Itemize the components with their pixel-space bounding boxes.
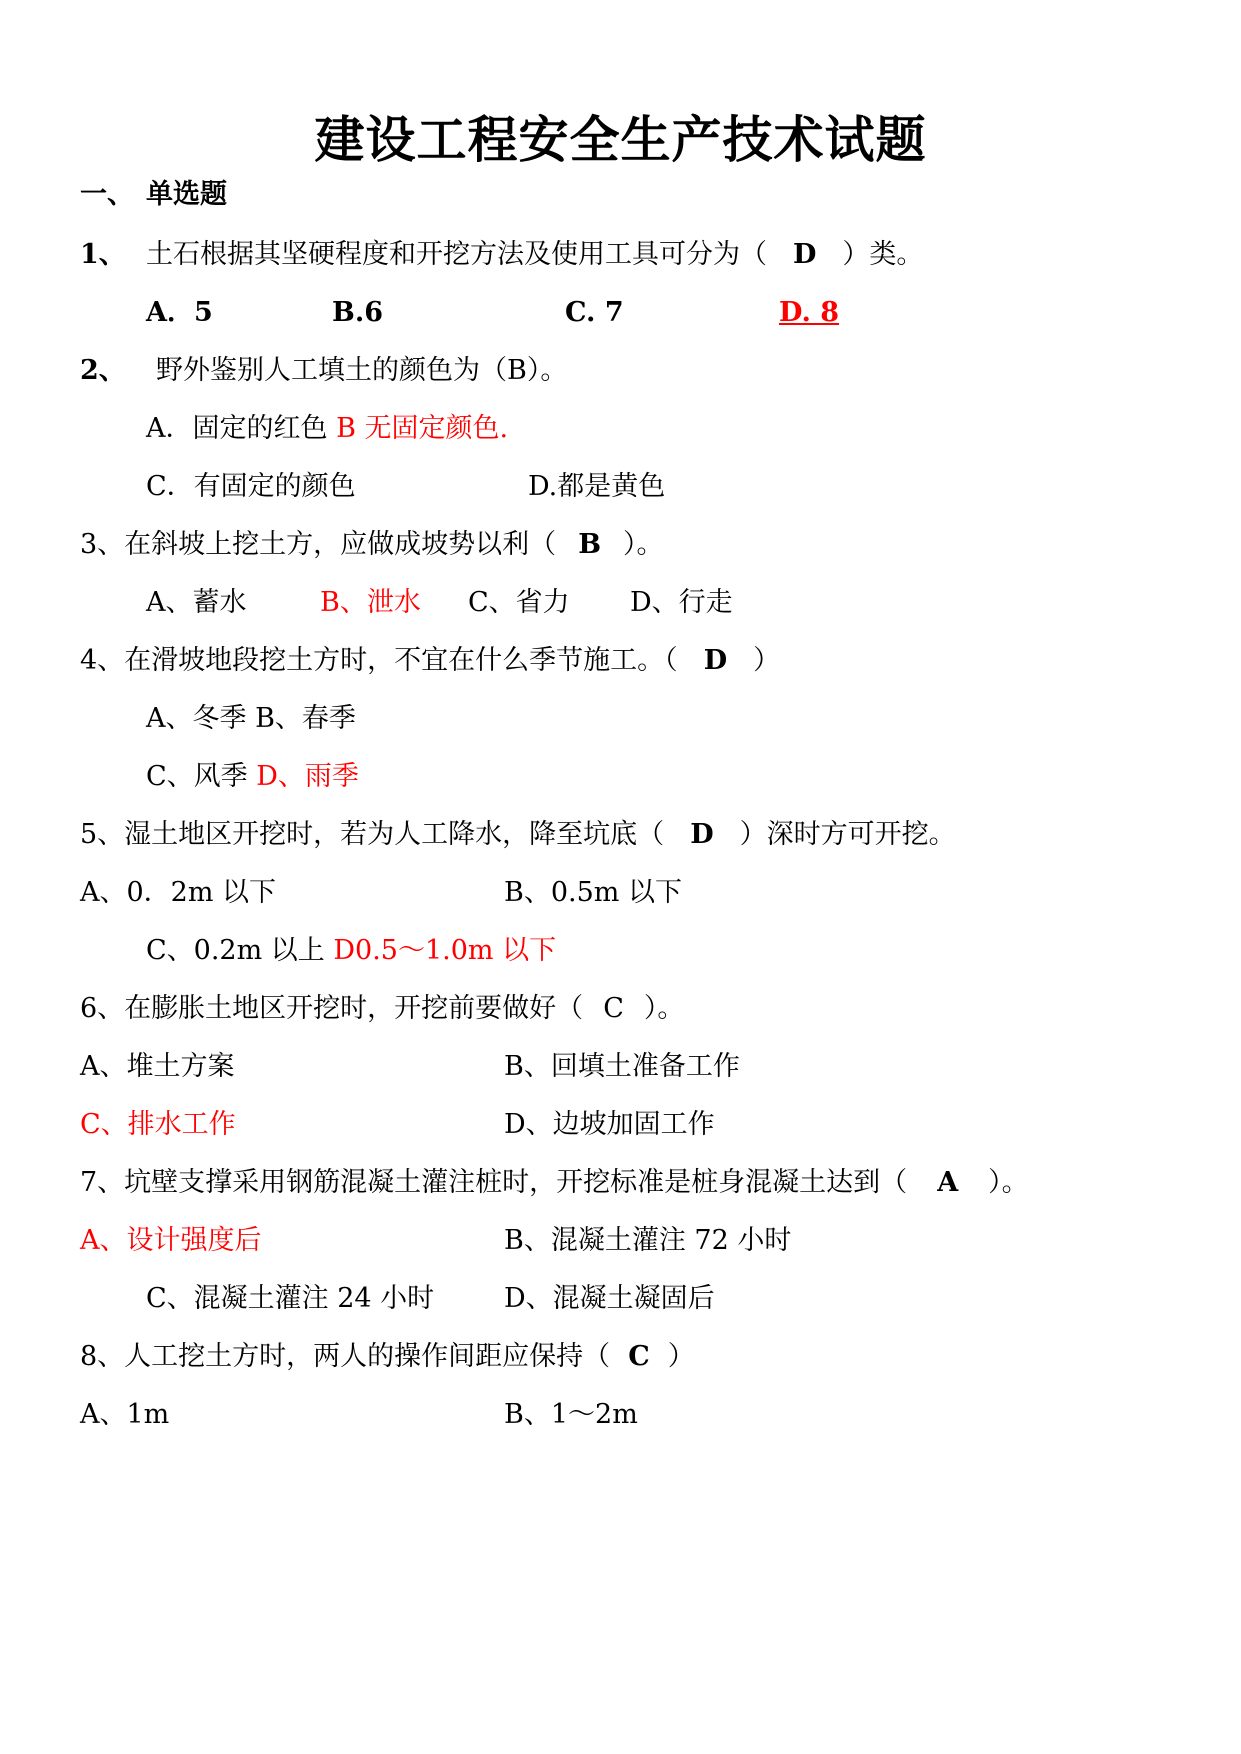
question-6-answer: C (603, 993, 624, 1024)
section-label: 单选题 (146, 179, 227, 210)
q1-option-d-correct: D. 8 (779, 297, 840, 328)
q4-option-d-correct: D、雨季 (256, 761, 359, 792)
q4-option-c: C、风季 (146, 761, 248, 792)
q5-option-a: A、0．2m 以下 (80, 877, 277, 908)
question-5-stem: 5、湿土地区开挖时，若为人工降水，降至坑底（ (80, 819, 665, 850)
q8-option-a: A、1m (80, 1399, 170, 1430)
document-title: 建设工程安全生产技术试题 (314, 110, 927, 169)
q7-option-a-correct: A、设计强度后 (80, 1225, 262, 1256)
question-7-tail: ）。 (988, 1167, 1029, 1198)
question-4-stem: 4、在滑坡地段挖土方时，不宜在什么季节施工。（ (80, 645, 678, 676)
question-1-number: 1、 (80, 239, 126, 270)
question-2-text: 野外鉴别人工填土的颜色为（B）。 (156, 355, 568, 386)
question-6-tail: ）。 (643, 993, 685, 1024)
q4-options-row-1 (146, 702, 356, 736)
question-1-answer: D (793, 239, 817, 270)
question-7-answer: A (937, 1167, 959, 1198)
q2-option-a: A．固定的红色 (146, 413, 328, 444)
question-3-answer: B (578, 529, 602, 560)
question-8-answer: C (628, 1341, 650, 1372)
q3-option-c: C、省力 (468, 587, 570, 618)
question-5-text (80, 818, 956, 852)
q5-option-b: B、0.5m 以下 (504, 877, 682, 908)
q7-option-d: D、混凝土凝固后 (504, 1283, 715, 1314)
question-8-stem: 8、人工挖土方时，两人的操作间距应保持（ (80, 1341, 611, 1372)
q2-option-d: D.都是黄色 (528, 471, 666, 502)
question-3-stem: 3、在斜坡上挖土方，应做成坡势以利（ (80, 529, 557, 560)
q3-option-a: A、蓄水 (146, 587, 247, 618)
q6-option-d: D、边坡加固工作 (504, 1109, 715, 1140)
q5-option-d-correct: D0.5～1.0m 以下 (333, 935, 557, 966)
question-1-tail: ）类。 (842, 239, 924, 270)
q5-option-c: C、0.2m 以上 (146, 935, 325, 966)
question-1-stem: 土石根据其坚硬程度和开挖方法及使用工具可分为（ (146, 239, 767, 270)
q3-option-d: D、行走 (630, 587, 733, 618)
q5-options-row-2 (146, 934, 556, 968)
q1-option-c: C. 7 (565, 297, 624, 328)
question-1-text (146, 238, 923, 272)
question-6-stem: 6、在膨胀土地区开挖时，开挖前要做好（ (80, 993, 584, 1024)
question-4-text (80, 644, 780, 678)
question-5-answer: D (690, 819, 714, 850)
section-number: 一、 (80, 179, 134, 210)
question-6-text (80, 992, 684, 1026)
q7-option-b: B、混凝土灌注 72 小时 (504, 1225, 792, 1256)
q4-option-a: A、冬季 (146, 703, 247, 734)
question-4-answer: D (703, 645, 728, 676)
question-7-text (80, 1166, 1029, 1200)
q1-option-a: A．5 (146, 297, 213, 328)
question-4-tail: ） (753, 645, 781, 676)
question-8-tail: ） (667, 1341, 695, 1372)
q6-option-a: A、堆土方案 (80, 1051, 235, 1082)
q2-options-row-1 (146, 412, 508, 446)
q1-option-b: B.6 (332, 297, 384, 328)
question-8-text (80, 1340, 695, 1374)
question-5-tail: ）深时方可开挖。 (739, 819, 956, 850)
question-2-number: 2、 (80, 355, 126, 386)
q7-option-c: C、混凝土灌注 24 小时 (146, 1283, 435, 1314)
q2-option-c: C．有固定的颜色 (146, 471, 356, 502)
question-3-text (80, 528, 664, 562)
q6-option-b: B、回填土准备工作 (504, 1051, 740, 1082)
question-7-stem: 7、坑壁支撑采用钢筋混凝土灌注桩时，开挖标准是桩身混凝土达到（ (80, 1167, 908, 1198)
q2-option-b-correct: B 无固定颜色. (336, 413, 509, 444)
q4-option-b: B、春季 (255, 703, 356, 734)
q6-option-c-correct: C、排水工作 (80, 1109, 236, 1140)
question-3-tail: ）。 (623, 529, 664, 560)
q3-option-b-correct: B、泄水 (320, 587, 421, 618)
q8-option-b: B、1～2m (504, 1399, 638, 1430)
q4-options-row-2 (146, 760, 359, 794)
